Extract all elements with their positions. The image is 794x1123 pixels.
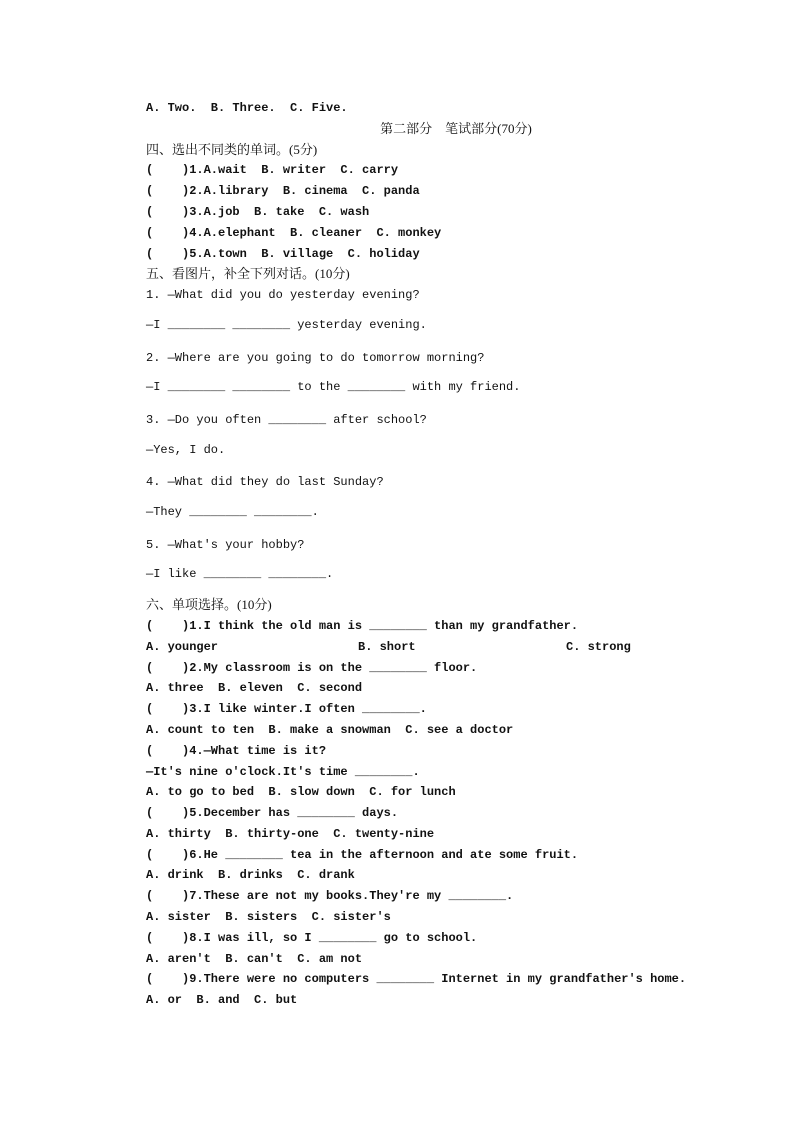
dialog-answer: —Yes, I do.	[146, 442, 226, 457]
dialog-question: 1. —What did you do yesterday evening?	[146, 288, 420, 303]
section4-item: ( )4.A.elephant B. cleaner C. monkey	[146, 225, 442, 240]
question-options: A. or B. and C. but	[146, 993, 298, 1008]
dialog-question: 2. —Where are you going to do tomorrow morning?	[146, 350, 485, 365]
question-options: A. count to ten B. make a snowman C. see a doctor	[146, 722, 514, 737]
exam-page	[146, 98, 706, 1011]
question-options: A. aren't B. can't C. am not	[146, 951, 363, 966]
question-stem-continued: —It's nine o'clock.It's time ________.	[146, 764, 420, 779]
question-stem: ( )2.My classroom is on the ________ floor.	[146, 660, 478, 675]
question-stem: ( )6.He ________ tea in the afternoon and ate some fruit.	[146, 847, 579, 862]
question-stem: ( )5.December has ________ days.	[146, 806, 399, 821]
part-two-title: 第二部分 笔试部分(70分)	[380, 120, 532, 136]
dialog-question: 3. —Do you often ________ after school?	[146, 412, 427, 427]
option-b: B. short	[358, 639, 416, 654]
option-a: A. younger	[146, 639, 219, 654]
section4-heading: 四、选出不同类的单词。(5分)	[146, 141, 318, 157]
question-stem: ( )7.These are not my books.They're my ________.	[146, 889, 514, 904]
dialog-question: 4. —What did they do last Sunday?	[146, 475, 384, 490]
listening-options: A. Two. B. Three. C. Five.	[146, 101, 348, 115]
dialog-answer: —I ________ ________ to the ________ with my friend.	[146, 380, 521, 395]
question-stem: ( )1.I think the old man is ________ than my grandfather.	[146, 618, 579, 633]
question-stem: ( )8.I was ill, so I ________ go to school.	[146, 930, 478, 945]
question-options: A. sister B. sisters C. sister's	[146, 910, 391, 925]
dialog-answer: —They ________ ________.	[146, 504, 319, 519]
question-stem: ( )9.There were no computers ________ Internet in my grandfather's home.	[146, 972, 687, 987]
section6-heading: 六、单项选择。(10分)	[146, 597, 272, 613]
question-stem: ( )3.I like winter.I often ________.	[146, 702, 427, 717]
question-options: A. drink B. drinks C. drank	[146, 868, 355, 883]
dialog-answer: —I like ________ ________.	[146, 567, 334, 582]
section4-item: ( )2.A.library B. cinema C. panda	[146, 184, 420, 199]
dialog-question: 5. —What's your hobby?	[146, 537, 305, 552]
dialog-answer: —I ________ ________ yesterday evening.	[146, 317, 427, 332]
section4-item: ( )3.A.job B. take C. wash	[146, 204, 370, 219]
question-options	[146, 637, 706, 658]
question-options: A. to go to bed B. slow down C. for lunch	[146, 785, 456, 800]
option-c: C. strong	[566, 639, 631, 654]
section4-item: ( )1.A.wait B. writer C. carry	[146, 163, 399, 178]
section5-heading: 五、看图片，补全下列对话。(10分)	[146, 266, 350, 282]
question-options: A. three B. eleven C. second	[146, 681, 363, 696]
section4-item: ( )5.A.town B. village C. holiday	[146, 246, 420, 261]
question-options: A. thirty B. thirty-one C. twenty-nine	[146, 826, 435, 841]
question-stem: ( )4.—What time is it?	[146, 743, 327, 758]
